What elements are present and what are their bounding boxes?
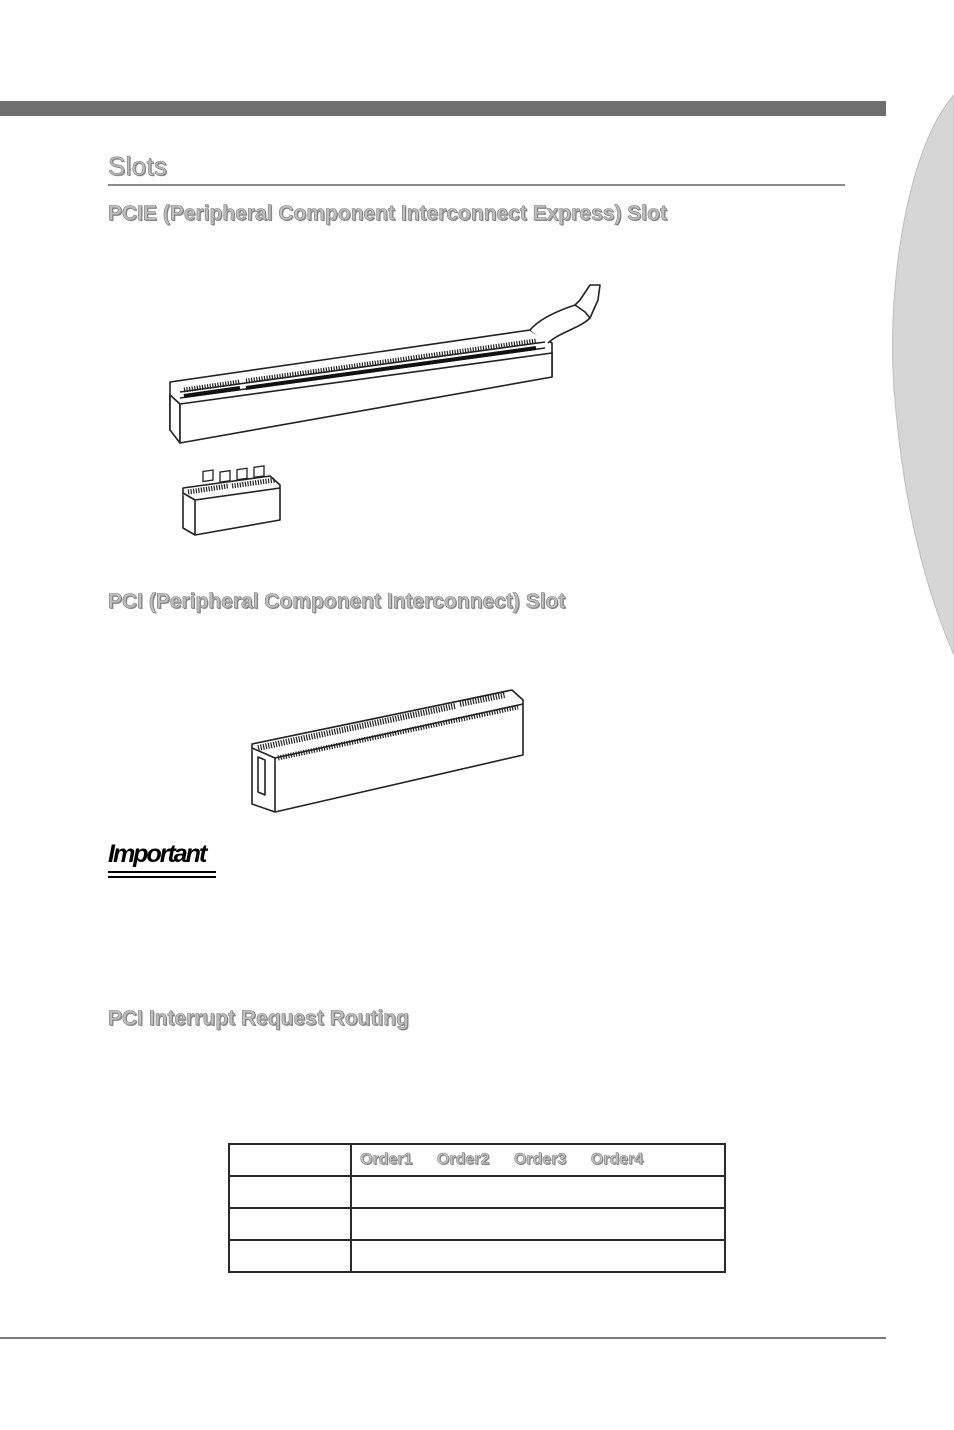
table-row	[229, 1176, 725, 1208]
table-row-label	[229, 1240, 351, 1272]
table-row	[229, 1240, 725, 1272]
table-row-label	[229, 1208, 351, 1240]
irq-routing-heading: PCI Interrupt Request Routing	[108, 1007, 409, 1030]
order2-label: Order2	[436, 1151, 490, 1168]
table-row-value	[351, 1240, 725, 1272]
irq-routing-table	[228, 1143, 726, 1273]
table-row-label	[229, 1176, 351, 1208]
important-label: Important	[108, 840, 216, 873]
footer-rule	[0, 1337, 886, 1339]
table-row-value	[351, 1176, 725, 1208]
table-header-row	[229, 1144, 725, 1176]
pcie-heading: PCIE (Peripheral Component Interconnect Express) Slot	[108, 202, 667, 225]
pci-heading: PCI (Peripheral Component Interconnect) Slot	[108, 590, 566, 613]
order3-label: Order3	[513, 1151, 567, 1168]
table-header-blank	[229, 1144, 351, 1176]
table-row	[229, 1208, 725, 1240]
order4-label: Order4	[590, 1151, 644, 1168]
order1-label: Order1	[360, 1151, 413, 1168]
table-row-value	[351, 1208, 725, 1240]
table-header-orders	[351, 1144, 725, 1176]
section-title: Slots	[108, 151, 168, 181]
